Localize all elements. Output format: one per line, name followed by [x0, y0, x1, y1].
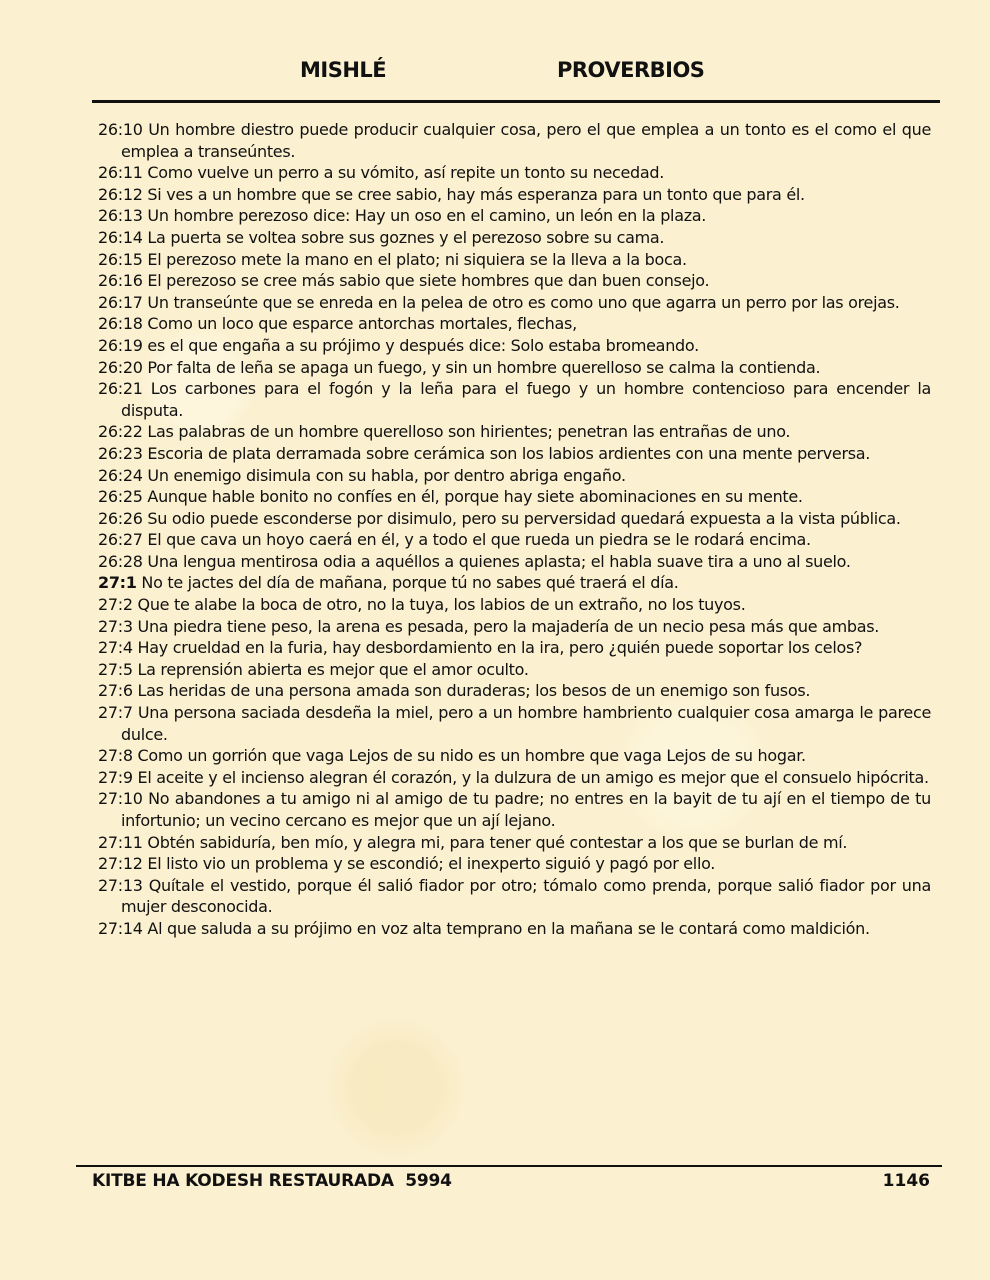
- verse-list: [98, 119, 931, 940]
- verse: [98, 357, 931, 379]
- verse-ref: 27:5: [98, 659, 133, 679]
- verse-ref: 27:9: [98, 767, 133, 787]
- verse-text: Un hombre perezoso dice: Hay un oso en el camino, un león en la plaza.: [147, 206, 707, 226]
- verse-text: El que cava un hoyo caerá en él, y a todo el que rueda un piedra se le rodará encima.: [147, 530, 811, 550]
- verse: [98, 508, 931, 530]
- verse-text: La reprensión abierta es mejor que el amor oculto.: [137, 659, 529, 679]
- verse-ref: 27:8: [98, 746, 133, 766]
- verse-text: La puerta se voltea sobre sus goznes y el perezoso sobre su cama.: [147, 227, 665, 247]
- verse-ref: 27:11: [98, 832, 143, 852]
- verse-text: Aunque hable bonito no confíes en él, porque hay siete abominaciones en su mente.: [147, 487, 803, 507]
- verse-ref: 26:17: [98, 292, 143, 312]
- verse-ref: 26:20: [98, 357, 143, 377]
- book-title-spanish: PROVERBIOS: [557, 58, 705, 82]
- verse: [98, 918, 931, 940]
- verse-ref: 26:27: [98, 530, 143, 550]
- verse: [98, 767, 931, 789]
- verse-text: Una piedra tiene peso, la arena es pesada, pero la majadería de un necio pesa más que ambas.: [137, 616, 880, 636]
- verse-ref: 26:14: [98, 227, 143, 247]
- verse-ref: 26:18: [98, 314, 143, 334]
- verse: [98, 335, 931, 357]
- verse-text: Quítale el vestido, porque él salió fiador por otro; tómalo como prenda, porque salió fiador por una mujer desconocida.: [121, 875, 931, 917]
- verse-ref: 26:26: [98, 508, 143, 528]
- verse-ref: 26:21: [98, 379, 143, 399]
- verse-text: Escoria de plata derramada sobre cerámica son los labios ardientes con una mente perversa.: [147, 443, 871, 463]
- verse-ref: 27:1: [98, 573, 137, 593]
- verse-ref: 26:13: [98, 206, 143, 226]
- verse-text: Una lengua mentirosa odia a aquéllos a quienes aplasta; el habla suave tira a uno al suelo.: [147, 551, 851, 571]
- verse-ref: 26:22: [98, 422, 143, 442]
- verse-text: Obtén sabiduría, ben mío, y alegra mi, para tener qué contestar a los que se burlan de mí.: [147, 832, 848, 852]
- verse-ref: 27:4: [98, 638, 133, 658]
- verse: [98, 659, 931, 681]
- footer-publication: KITBE HA KODESH RESTAURADA 5994: [92, 1171, 452, 1191]
- book-title-hebrew: MISHLÉ: [300, 58, 387, 82]
- verse: [98, 572, 931, 594]
- verse-text: Como un gorrión que vaga Lejos de su nido es un hombre que vaga Lejos de su hogar.: [137, 746, 806, 766]
- verse-text: El aceite y el incienso alegran él corazón, y la dulzura de un amigo es mejor que el consuelo hipócrita.: [137, 767, 929, 787]
- footer-rule: [76, 1165, 942, 1167]
- verse-ref: 26:23: [98, 443, 143, 463]
- verse: [98, 551, 931, 573]
- verse-text: Como un loco que esparce antorchas mortales, flechas,: [147, 314, 577, 334]
- verse: [98, 853, 931, 875]
- verse: [98, 313, 931, 335]
- verse-ref: 26:25: [98, 487, 143, 507]
- verse: [98, 486, 931, 508]
- verse-text: Las heridas de una persona amada son duraderas; los besos de un enemigo son fusos.: [137, 681, 811, 701]
- verse: [98, 292, 931, 314]
- verse: [98, 788, 931, 831]
- verse: [98, 184, 931, 206]
- verse: [98, 421, 931, 443]
- verse-text: Su odio puede esconderse por disimulo, pero su perversidad quedará expuesta a la vista pública.: [147, 508, 901, 528]
- verse-ref: 27:6: [98, 681, 133, 701]
- verse: [98, 832, 931, 854]
- verse-ref: 27:2: [98, 595, 133, 615]
- verse-text: Un transeúnte que se enreda en la pelea de otro es como uno que agarra un perro por las orejas.: [147, 292, 900, 312]
- verse: [98, 119, 931, 162]
- verse-ref: 26:24: [98, 465, 143, 485]
- verse-text: No te jactes del día de mañana, porque tú no sabes qué traerá el día.: [141, 573, 679, 593]
- verse: [98, 378, 931, 421]
- verse: [98, 637, 931, 659]
- verse-ref: 26:28: [98, 551, 143, 571]
- verse: [98, 227, 931, 249]
- verse-text: No abandones a tu amigo ni al amigo de tu padre; no entres en la bayit de tu ají en el tiempo de tu infortunio; un vecino cercano es mejor que un ají lejano.: [121, 789, 931, 830]
- verse-text: Un hombre diestro puede producir cualquier cosa, pero el que emplea a un tonto es el como el que emplea a transeúntes.: [121, 120, 931, 161]
- verse-text: Un enemigo disimula con su habla, por dentro abriga engaño.: [147, 465, 626, 485]
- verse: [98, 680, 931, 702]
- verse: [98, 162, 931, 184]
- verse-text: El perezoso se cree más sabio que siete hombres que dan buen consejo.: [147, 271, 710, 291]
- verse-text: Que te alabe la boca de otro, no la tuya, los labios de un extraño, no los tuyos.: [137, 595, 746, 615]
- verse-ref: 26:12: [98, 184, 143, 204]
- verse: [98, 875, 931, 918]
- verse-text: Las palabras de un hombre querelloso son hirientes; penetran las entrañas de uno.: [147, 422, 791, 442]
- verse-text: Una persona saciada desdeña la miel, pero a un hombre hambriento cualquier cosa amarga le parece dulce.: [121, 703, 931, 744]
- verse: [98, 616, 931, 638]
- verse-ref: 27:3: [98, 616, 133, 636]
- page-number: 1146: [882, 1171, 930, 1191]
- page-header: [0, 58, 990, 92]
- verse-text: El listo vio un problema y se escondió; el inexperto siguió y pagó por ello.: [147, 854, 716, 874]
- verse: [98, 529, 931, 551]
- verse-ref: 26:15: [98, 249, 143, 269]
- verse: [98, 249, 931, 271]
- verse: [98, 270, 931, 292]
- verse-text: Como vuelve un perro a su vómito, así repite un tonto su necedad.: [147, 163, 665, 183]
- verse-text: Por falta de leña se apaga un fuego, y sin un hombre querelloso se calma la contienda.: [147, 357, 821, 377]
- verse: [98, 594, 931, 616]
- verse: [98, 702, 931, 745]
- verse-ref: 27:13: [98, 875, 143, 895]
- verse-ref: 26:11: [98, 163, 143, 183]
- verse-ref: 27:10: [98, 789, 143, 809]
- verse-text: Los carbones para el fogón y la leña para el fuego y un hombre contencioso para encender la disputa.: [121, 379, 931, 420]
- verse-text: Al que saluda a su prójimo en voz alta temprano en la mañana se le contará como maldición.: [147, 918, 870, 938]
- verse-ref: 26:16: [98, 271, 143, 291]
- verse-text: es el que engaña a su prójimo y después dice: Solo estaba bromeando.: [147, 335, 699, 355]
- verse-text: Hay crueldad en la furia, hay desbordamiento en la ira, pero ¿quién puede soportar los celos?: [137, 638, 863, 658]
- verse-ref: 26:19: [98, 335, 143, 355]
- verse-ref: 26:10: [98, 120, 143, 139]
- verse-text: El perezoso mete la mano en el plato; ni siquiera se la lleva a la boca.: [147, 249, 687, 269]
- verse-text: Si ves a un hombre que se cree sabio, hay más esperanza para un tonto que para él.: [147, 184, 805, 204]
- verse-ref: 27:7: [98, 703, 133, 723]
- verse: [98, 205, 931, 227]
- verse: [98, 443, 931, 465]
- verse: [98, 745, 931, 767]
- header-rule: [92, 100, 940, 103]
- verse-ref: 27:12: [98, 854, 143, 874]
- verse-ref: 27:14: [98, 918, 143, 938]
- verse: [98, 465, 931, 487]
